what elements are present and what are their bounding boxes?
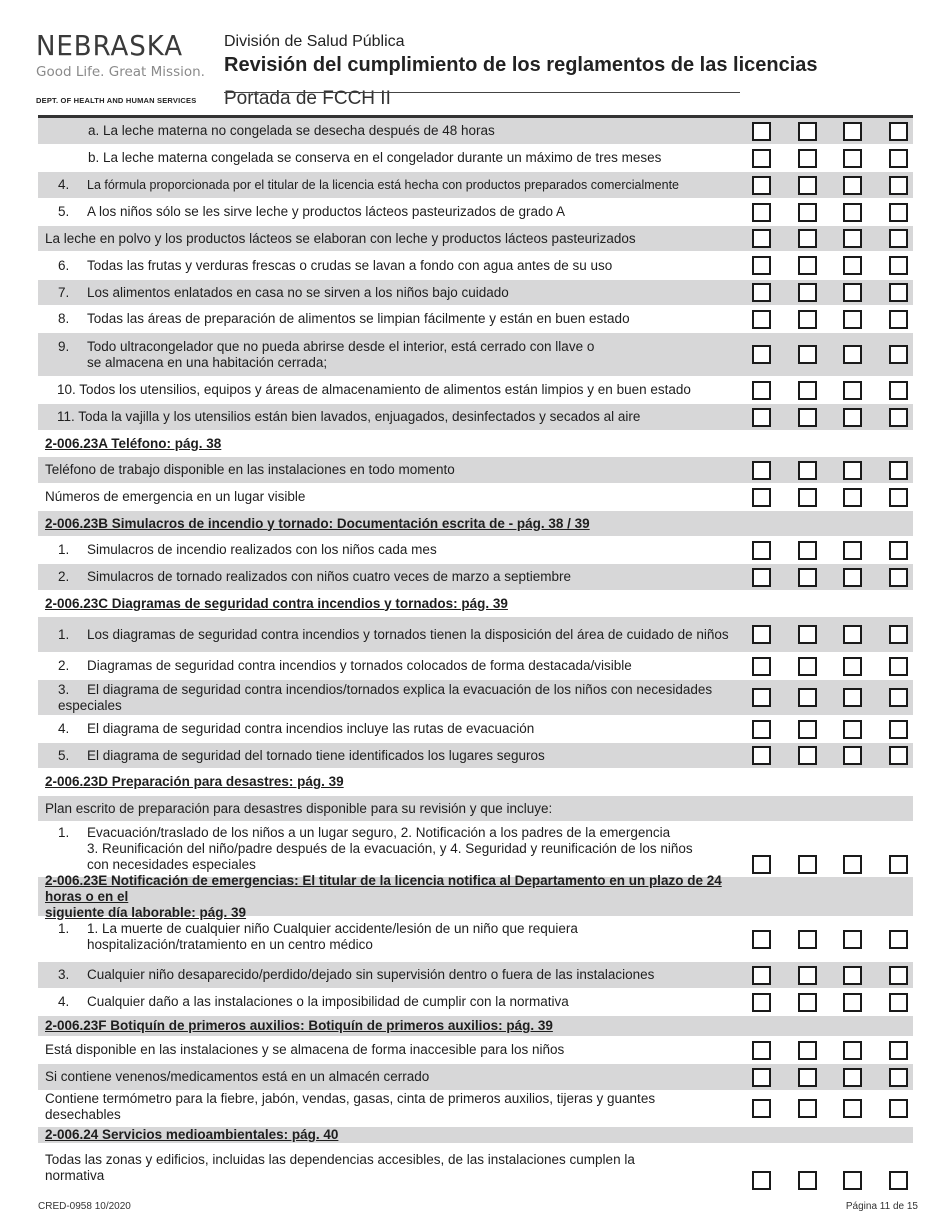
row-text-cell — [38, 743, 748, 768]
checkbox-col-2[interactable] — [798, 930, 817, 949]
row-text-cell — [38, 917, 748, 961]
item-text: Todas las áreas de preparación de alimentos se limpian fácilmente y están en buen estado — [87, 311, 630, 326]
checkbox-group — [752, 716, 908, 742]
checkbox-col-1[interactable] — [752, 568, 771, 587]
row-text-cell — [38, 796, 748, 821]
checkbox-col-3[interactable] — [843, 1099, 862, 1118]
checkbox-col-1[interactable] — [752, 541, 771, 560]
checkbox-col-4[interactable] — [889, 1171, 908, 1190]
checkbox-col-3[interactable] — [843, 310, 862, 329]
row-text-cell — [38, 680, 748, 715]
checkbox-col-3[interactable] — [843, 203, 862, 222]
checkbox-col-3[interactable] — [843, 625, 862, 644]
form-subtitle: Portada de FCCH II — [224, 88, 391, 109]
item-text: A los niños sólo se les sirve leche y productos lácteos pasteurizados de grado A — [87, 204, 566, 219]
checklist-row — [38, 333, 913, 377]
checkbox-col-4[interactable] — [889, 746, 908, 765]
checkbox-col-4[interactable] — [889, 1041, 908, 1060]
checklist-row — [38, 252, 913, 280]
checkbox-group — [752, 377, 908, 403]
compliance-checklist-table — [38, 115, 913, 1193]
checkbox-col-4[interactable] — [889, 283, 908, 302]
checkbox-group — [752, 118, 908, 144]
checkbox-col-2[interactable] — [798, 176, 817, 195]
row-text-cell — [38, 822, 748, 876]
item-number: 5. — [58, 747, 70, 763]
item-text-wrap — [58, 177, 748, 193]
checkbox-col-3[interactable] — [843, 256, 862, 275]
form-id: CRED-0958 10/2020 — [38, 1201, 131, 1212]
checkbox-group — [752, 917, 908, 961]
section-heading-row — [38, 872, 913, 920]
checklist-row — [38, 989, 913, 1016]
row-text-cell — [38, 591, 748, 616]
row-text-cell — [38, 962, 748, 988]
checkbox-col-1[interactable] — [752, 993, 771, 1012]
checkbox-group — [752, 252, 908, 279]
item-text: Todas las zonas y edificios, incluidas las dependencias accesibles, de las instalaciones cumplen la normativa — [45, 1152, 635, 1183]
section-heading-row — [38, 431, 913, 457]
item-text: 10. Todos los utensilios, equipos y áreas de almacenamiento de alimentos están limpios y en buen estado — [57, 382, 691, 397]
checkbox-col-4[interactable] — [889, 176, 908, 195]
section-heading-row — [38, 769, 913, 796]
row-text-cell — [38, 564, 748, 590]
checkbox-col-2[interactable] — [798, 408, 817, 427]
item-text: Si contiene venenos/medicamentos está en un almacén cerrado — [45, 1069, 430, 1084]
checkbox-col-1[interactable] — [752, 746, 771, 765]
checkbox-col-4[interactable] — [889, 568, 908, 587]
checkbox-group — [752, 989, 908, 1015]
checkbox-col-2[interactable] — [798, 488, 817, 507]
row-text-cell — [38, 872, 748, 920]
item-text: Simulacros de tornado realizados con niños cuatro veces de marzo a septiembre — [87, 569, 572, 584]
checklist-row — [38, 457, 913, 484]
item-text: Contiene termómetro para la fiebre, jabón, vendas, gasas, cinta de primeros auxilios, tijeras y guantes desechables — [45, 1091, 656, 1122]
checklist-row — [38, 743, 913, 769]
checkbox-col-1[interactable] — [752, 625, 771, 644]
item-text-wrap — [58, 204, 748, 220]
checklist-row — [38, 172, 913, 199]
checkbox-col-3[interactable] — [843, 229, 862, 248]
checklist-row — [38, 917, 913, 962]
checkbox-group — [752, 653, 908, 679]
item-text-wrap — [58, 825, 748, 873]
checkbox-col-2[interactable] — [798, 966, 817, 985]
checklist-row — [38, 617, 913, 653]
item-number: 1. — [58, 825, 70, 840]
item-text: 1. La muerte de cualquier niño Cualquier accidente/lesión de un niño que requiera hospitalización/tratamiento en un centro médico — [87, 921, 578, 952]
checkbox-col-1[interactable] — [752, 1099, 771, 1118]
item-number: 2. — [58, 569, 70, 584]
row-text-cell — [38, 1144, 748, 1192]
checkbox-group — [752, 457, 908, 483]
item-text-wrap — [58, 967, 748, 983]
checkbox-col-4[interactable] — [889, 625, 908, 644]
row-text-cell — [38, 769, 748, 795]
row-text-cell — [38, 484, 748, 510]
checkbox-col-1[interactable] — [752, 345, 771, 364]
checkbox-col-4[interactable] — [889, 1068, 908, 1087]
checkbox-col-1[interactable] — [752, 855, 771, 874]
checkbox-col-2[interactable] — [798, 1099, 817, 1118]
item-text-wrap — [58, 658, 748, 674]
item-text: Plan escrito de preparación para desastres disponible para su revisión y que incluye: — [45, 800, 553, 816]
checklist-row — [38, 1144, 913, 1193]
checkbox-col-4[interactable] — [889, 720, 908, 739]
row-text-cell — [38, 280, 748, 305]
checkbox-group — [752, 172, 908, 198]
checkbox-col-2[interactable] — [798, 1068, 817, 1087]
item-text: Todo ultracongelador que no pueda abrirse desde el interior, está cerrado con llave o se almacena en una habitación cerrada; — [87, 338, 595, 370]
page-number: Página 11 de 15 — [845, 1201, 918, 1212]
row-text-cell — [38, 118, 748, 144]
item-number: 2. — [58, 658, 70, 673]
section-heading: 2-006.23C Diagramas de seguridad contra incendios y tornados: pág. 39 — [45, 595, 508, 611]
checkbox-col-1[interactable] — [752, 1171, 771, 1190]
checkbox-col-4[interactable] — [889, 149, 908, 168]
row-text-cell — [38, 1091, 748, 1126]
item-text: Cualquier daño a las instalaciones o la imposibilidad de cumplir con la normativa — [87, 994, 569, 1009]
section-heading-row — [38, 1127, 913, 1144]
checkbox-col-2[interactable] — [798, 461, 817, 480]
nebraska-dhhs-logo — [36, 30, 206, 105]
checklist-row — [38, 145, 913, 172]
checkbox-col-2[interactable] — [798, 229, 817, 248]
checkbox-col-4[interactable] — [889, 966, 908, 985]
checkbox-col-4[interactable] — [889, 256, 908, 275]
row-text-cell — [38, 537, 748, 563]
checkbox-col-3[interactable] — [843, 1171, 862, 1190]
checkbox-col-4[interactable] — [889, 408, 908, 427]
item-text: La fórmula proporcionada por el titular de la licencia está hecha con productos preparados comercialmente — [87, 178, 680, 192]
checkbox-col-4[interactable] — [889, 381, 908, 400]
checkbox-col-1[interactable] — [752, 1068, 771, 1087]
checkbox-col-2[interactable] — [798, 720, 817, 739]
item-number: 8. — [58, 311, 70, 326]
item-text: El diagrama de seguridad del tornado tiene identificados los lugares seguros — [87, 747, 545, 763]
checkbox-col-3[interactable] — [843, 855, 862, 874]
checkbox-col-2[interactable] — [798, 256, 817, 275]
checkbox-col-1[interactable] — [752, 203, 771, 222]
item-text: Diagramas de seguridad contra incendios y tornados colocados de forma destacada/visible — [87, 658, 632, 673]
checkbox-col-1[interactable] — [752, 176, 771, 195]
row-text-cell — [38, 252, 748, 279]
row-text-cell — [38, 306, 748, 332]
checkbox-col-3[interactable] — [843, 283, 862, 302]
item-number: 7. — [58, 284, 70, 300]
division-name: División de Salud Pública — [224, 33, 405, 50]
item-text: Simulacros de incendio realizados con los niños cada mes — [87, 542, 437, 557]
checklist-row — [38, 822, 913, 877]
item-text-wrap — [58, 721, 748, 737]
item-text: Los alimentos enlatados en casa no se sirven a los niños bajo cuidado — [87, 284, 509, 300]
checkbox-col-1[interactable] — [752, 408, 771, 427]
checklist-row — [38, 377, 913, 404]
row-text-cell — [38, 377, 748, 403]
checklist-row — [38, 280, 913, 306]
checkbox-col-4[interactable] — [889, 993, 908, 1012]
row-text-cell — [38, 226, 748, 251]
row-text-cell — [38, 653, 748, 679]
checklist-row — [38, 226, 913, 252]
checkbox-col-1[interactable] — [752, 229, 771, 248]
checkbox-group — [752, 1064, 908, 1090]
item-text-wrap — [58, 569, 748, 585]
checkbox-group — [752, 680, 908, 715]
checkbox-col-2[interactable] — [798, 1041, 817, 1060]
row-text-cell — [38, 617, 748, 652]
checkbox-group — [752, 537, 908, 563]
checklist-row — [38, 537, 913, 564]
item-number: 6. — [58, 257, 70, 273]
checkbox-group — [752, 564, 908, 590]
section-heading: 2-006.23F Botiquín de primeros auxilios: Botiquín de primeros auxilios: pág. 39 — [45, 1018, 553, 1033]
checkbox-col-2[interactable] — [798, 657, 817, 676]
checkbox-col-2[interactable] — [798, 746, 817, 765]
checklist-row — [38, 118, 913, 145]
checkbox-col-4[interactable] — [889, 930, 908, 949]
checkbox-group — [752, 226, 908, 251]
checkbox-col-3[interactable] — [843, 568, 862, 587]
checkbox-col-4[interactable] — [889, 541, 908, 560]
row-text-cell — [38, 457, 748, 483]
page-title: Revisión del cumplimiento de los reglamentos de las licencias — [224, 54, 818, 76]
item-number: 1. — [58, 626, 70, 642]
item-text-wrap — [58, 542, 748, 558]
logo-wordmark: NEBRASKA — [36, 29, 184, 62]
item-number: 9. — [58, 338, 70, 354]
checkbox-col-1[interactable] — [752, 256, 771, 275]
checkbox-col-4[interactable] — [889, 229, 908, 248]
section-heading-row — [38, 591, 913, 617]
item-number: 3. — [58, 681, 70, 697]
checkbox-col-2[interactable] — [798, 688, 817, 707]
checkbox-col-2[interactable] — [798, 345, 817, 364]
checkbox-col-2[interactable] — [798, 310, 817, 329]
section-heading: 2-006.23B Simulacros de incendio y tornado: Documentación escrita de - pág. 38 / 39 — [45, 515, 590, 531]
checklist-row — [38, 653, 913, 680]
item-number: 1. — [58, 921, 70, 936]
checkbox-col-1[interactable] — [752, 488, 771, 507]
checkbox-col-3[interactable] — [843, 930, 862, 949]
row-text-cell — [38, 511, 748, 536]
checkbox-group — [752, 1091, 908, 1126]
item-number: 3. — [58, 967, 70, 982]
row-text-cell — [38, 172, 748, 198]
checkbox-col-4[interactable] — [889, 657, 908, 676]
item-text-wrap — [58, 258, 748, 274]
checkbox-col-4[interactable] — [889, 310, 908, 329]
checkbox-col-3[interactable] — [843, 461, 862, 480]
checkbox-col-2[interactable] — [798, 625, 817, 644]
checkbox-col-1[interactable] — [752, 461, 771, 480]
checkbox-group — [752, 484, 908, 510]
checkbox-col-3[interactable] — [843, 966, 862, 985]
checkbox-col-4[interactable] — [889, 122, 908, 141]
checkbox-col-3[interactable] — [843, 408, 862, 427]
item-text-wrap — [58, 994, 748, 1010]
checkbox-col-2[interactable] — [798, 203, 817, 222]
item-text-wrap — [58, 311, 748, 327]
checkbox-col-3[interactable] — [843, 176, 862, 195]
checkbox-col-1[interactable] — [752, 149, 771, 168]
checkbox-col-1[interactable] — [752, 966, 771, 985]
item-text: La leche en polvo y los productos lácteos se elaboran con leche y productos lácteos pasteurizados — [45, 230, 636, 246]
checkbox-col-4[interactable] — [889, 203, 908, 222]
checklist-row — [38, 796, 913, 822]
checklist-row — [38, 1064, 913, 1091]
checkbox-col-3[interactable] — [843, 688, 862, 707]
row-text-cell — [38, 1064, 748, 1090]
checkbox-col-3[interactable] — [843, 345, 862, 364]
checkbox-col-2[interactable] — [798, 993, 817, 1012]
checkbox-col-3[interactable] — [843, 1041, 862, 1060]
item-text: Cualquier niño desaparecido/perdido/dejado sin supervisión dentro o fuera de las instalaciones — [87, 967, 655, 982]
checkbox-col-1[interactable] — [752, 688, 771, 707]
item-text: Números de emergencia en un lugar visible — [45, 489, 306, 504]
row-text-cell — [38, 716, 748, 742]
checkbox-col-2[interactable] — [798, 381, 817, 400]
checkbox-group — [752, 743, 908, 768]
item-text: 1. Los diagramas de seguridad contra incendios y tornados tienen la disposición del área de cuidado de niños — [58, 626, 729, 642]
checklist-row — [38, 962, 913, 989]
item-text: b. La leche materna congelada se conserva en el congelador durante un máximo de tres meses — [88, 150, 662, 165]
checkbox-group — [752, 333, 908, 376]
checklist-row — [38, 484, 913, 511]
section-heading-row — [38, 511, 913, 537]
checkbox-col-4[interactable] — [889, 855, 908, 874]
row-text-cell — [38, 145, 748, 171]
section-heading: 2-006.23A Teléfono: pág. 38 — [45, 435, 222, 451]
row-text-cell — [38, 1127, 748, 1143]
checkbox-group — [752, 617, 908, 652]
row-text-cell — [38, 989, 748, 1015]
item-text: Todas las frutas y verduras frescas o crudas se lavan a fondo con agua antes de su uso — [87, 257, 613, 273]
checkbox-col-4[interactable] — [889, 461, 908, 480]
checklist-row — [38, 564, 913, 591]
row-text-cell — [38, 1016, 748, 1036]
checkbox-group — [752, 1037, 908, 1063]
checkbox-group — [752, 280, 908, 305]
checkbox-group — [752, 404, 908, 430]
checkbox-col-3[interactable] — [843, 720, 862, 739]
item-text-wrap — [58, 285, 748, 301]
checkbox-col-2[interactable] — [798, 122, 817, 141]
row-text-cell — [38, 199, 748, 225]
checklist-row — [38, 404, 913, 431]
checkbox-col-3[interactable] — [843, 993, 862, 1012]
item-number: 4. — [58, 177, 70, 192]
item-text: 3. El diagrama de seguridad contra incendios/tornados explica la evacuación de los niños con necesidades especiales — [58, 681, 713, 713]
section-heading: 2-006.23D Preparación para desastres: pág. 39 — [45, 774, 344, 789]
checkbox-group — [752, 199, 908, 225]
checkbox-col-1[interactable] — [752, 283, 771, 302]
row-text-cell — [38, 431, 748, 456]
checkbox-col-2[interactable] — [798, 149, 817, 168]
item-text: 11. Toda la vajilla y los utensilios están bien lavados, enjuagados, desinfectados y secados al aire — [57, 409, 641, 424]
checkbox-col-3[interactable] — [843, 122, 862, 141]
checkbox-col-4[interactable] — [889, 1099, 908, 1118]
checkbox-group — [752, 962, 908, 988]
checkbox-col-2[interactable] — [798, 568, 817, 587]
checklist-row — [38, 1091, 913, 1127]
item-text-wrap — [58, 748, 748, 764]
section-heading-row — [38, 1016, 913, 1037]
checkbox-col-1[interactable] — [752, 720, 771, 739]
logo-department: DEPT. OF HEALTH AND HUMAN SERVICES — [36, 96, 197, 105]
checklist-row — [38, 199, 913, 226]
checkbox-col-2[interactable] — [798, 283, 817, 302]
item-number: 5. — [58, 204, 70, 219]
item-text: Teléfono de trabajo disponible en las instalaciones en todo momento — [45, 462, 455, 477]
item-number: 1. — [58, 542, 70, 557]
checkbox-col-1[interactable] — [752, 1041, 771, 1060]
checkbox-col-1[interactable] — [752, 310, 771, 329]
logo-tagline: Good Life. Great Mission. — [36, 64, 205, 80]
section-heading: 2-006.24 Servicios medioambientales: pág. 40 — [45, 1127, 339, 1142]
item-text: a. La leche materna no congelada se desecha después de 48 horas — [88, 123, 495, 138]
checkbox-col-3[interactable] — [843, 381, 862, 400]
checkbox-col-3[interactable] — [843, 488, 862, 507]
checklist-row — [38, 1037, 913, 1064]
checklist-row — [38, 306, 913, 333]
item-text-wrap — [58, 921, 748, 953]
checkbox-col-3[interactable] — [843, 541, 862, 560]
checkbox-col-3[interactable] — [843, 1068, 862, 1087]
checkbox-col-2[interactable] — [798, 1171, 817, 1190]
checkbox-col-3[interactable] — [843, 149, 862, 168]
checkbox-col-1[interactable] — [752, 657, 771, 676]
item-text: Está disponible en las instalaciones y se almacena de forma inaccesible para los niños — [45, 1042, 565, 1057]
item-text: El diagrama de seguridad contra incendios incluye las rutas de evacuación — [87, 721, 535, 736]
section-heading: 2-006.23E Notificación de emergencias: El titular de la licencia notifica al Departamento en un plazo de 24 horas o en el siguiente día laborable: pág. 39 — [45, 872, 722, 920]
header-rule — [224, 92, 740, 93]
checklist-row — [38, 680, 913, 716]
checkbox-col-4[interactable] — [889, 688, 908, 707]
checkbox-col-4[interactable] — [889, 488, 908, 507]
checkbox-group — [752, 822, 908, 876]
checkbox-group — [752, 145, 908, 171]
item-number: 4. — [58, 721, 70, 736]
checkbox-group — [752, 1144, 908, 1192]
row-text-cell — [38, 333, 748, 376]
checklist-row — [38, 716, 913, 743]
item-number: 4. — [58, 994, 70, 1009]
checkbox-col-2[interactable] — [798, 855, 817, 874]
checkbox-col-3[interactable] — [843, 746, 862, 765]
row-text-cell — [38, 1037, 748, 1063]
checkbox-col-1[interactable] — [752, 381, 771, 400]
item-text: Evacuación/traslado de los niños a un lugar seguro, 2. Notificación a los padres de la emergencia 3. Reunificación del niño/padre después de la evacuación, y 4. Seguridad y reunificación de los niños con necesidades especiales — [87, 825, 693, 872]
checkbox-col-3[interactable] — [843, 657, 862, 676]
checkbox-col-1[interactable] — [752, 122, 771, 141]
checkbox-col-4[interactable] — [889, 345, 908, 364]
row-text-cell — [38, 404, 748, 430]
checkbox-col-2[interactable] — [798, 541, 817, 560]
item-text-wrap — [58, 339, 748, 371]
checkbox-group — [752, 306, 908, 332]
checkbox-col-1[interactable] — [752, 930, 771, 949]
